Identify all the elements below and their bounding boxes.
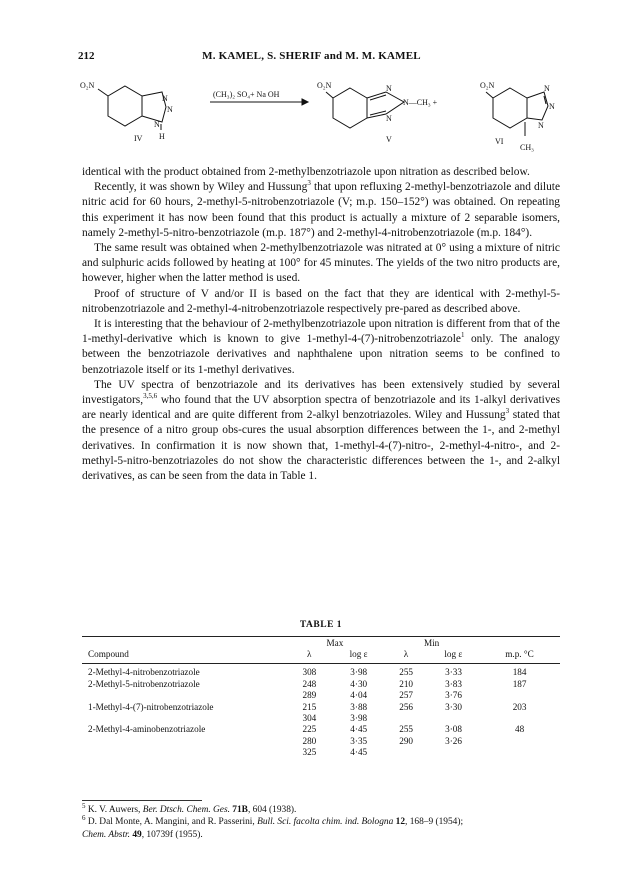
atom-n-v-2: N: [386, 114, 392, 123]
table-row: [82, 724, 560, 735]
footnote-6-cont: [82, 829, 560, 841]
table-cell: 3·26: [445, 735, 462, 746]
triazole-ring-vi: [527, 92, 548, 120]
reaction-scheme-drawing: [70, 70, 570, 162]
footnote-rule: [82, 800, 202, 801]
atom-n-v-1: N: [386, 84, 392, 93]
table-cell: 248: [302, 678, 317, 689]
footnote-text: , 10739f (1955).: [141, 829, 203, 840]
group-header-min: Min: [423, 637, 440, 648]
table-cell: [384, 747, 427, 758]
table-row: [82, 747, 560, 758]
table-cell: 225: [302, 724, 317, 735]
journal-name: Chem. Abstr.: [82, 829, 131, 840]
no2-label-vi: O₂N: [480, 81, 495, 90]
table-cell: 187: [512, 678, 527, 689]
journal-volume: 49: [130, 829, 142, 840]
table-cell: 3·76: [445, 690, 462, 701]
table-row: [82, 690, 560, 701]
table-cell: 184: [512, 667, 527, 678]
atom-h-iv: H: [159, 132, 165, 141]
reagent-label: (CH₃)₂ SO₄+ Na OH: [213, 90, 280, 99]
column-header: log ε: [444, 649, 463, 660]
table-cell: 290: [399, 735, 414, 746]
paragraph-5-text-b: only. The analogy between the benzotriazole derivatives and naphthalene upon nitration seems to be confined to benzotriazole itself or its 1-methyl derivatives.: [82, 333, 560, 376]
table-header-rule: [82, 663, 560, 664]
table-cell: 3·35: [350, 735, 368, 746]
paragraph-2-text-b: that upon refluxing 2-methyl-benzotriazole and dilute nitric acid for 60 hours, 2-methyl-5-nitrobenzotriazole (V; m.p. 150–152°) was obtained. On repeating this experiment it has now been found that this product is actually a mixture of 2 separable isomers, namely 2-methyl-5-nitro-benzotriazole (m.p. 187°) and 2-methyl-4-nitrobenzotriazole (m.p. 184°).: [82, 181, 560, 239]
journal-volume: 71B: [229, 805, 248, 815]
table-cell: 3·88: [350, 701, 368, 712]
table-cell: 256: [399, 701, 414, 712]
table-cell: 280: [302, 735, 317, 746]
table-cell: 1-Methyl-4-(7)-nitrobenzotriazole: [88, 701, 214, 712]
table-group-header-row: [82, 637, 560, 648]
footnote-text: , 604 (1938).: [247, 805, 297, 815]
paragraph-5: [82, 317, 560, 378]
table-cell: 2-Methyl-4-aminobenzotriazole: [88, 724, 206, 735]
atom-n-vi-2: N: [549, 102, 555, 111]
atom-n-iv-3: N: [154, 120, 160, 129]
footnote-text: , 168–9 (1954);: [405, 817, 464, 828]
table-cell: 325: [302, 747, 317, 758]
table-header-row: [82, 648, 560, 659]
column-header: m.p. °C: [505, 649, 534, 660]
methyl-group-vi: CH₃: [520, 143, 534, 152]
table-cell: 255: [399, 724, 414, 735]
table-cell: 3·98: [350, 667, 368, 678]
compound-label-iv: IV: [134, 134, 143, 143]
column-header: λ: [403, 649, 409, 660]
table-cell: 255: [399, 667, 414, 678]
article-body: [82, 165, 560, 484]
table-cell: 308: [302, 667, 317, 678]
data-table: [82, 636, 560, 758]
atom-n-iv-2: N: [167, 105, 173, 114]
footnotes: [82, 800, 560, 841]
citation-ref: 3,5,6: [143, 392, 158, 401]
footnote-mark: 5: [82, 801, 86, 810]
atom-n-vi-1: N: [544, 84, 550, 93]
table-cell: 203: [512, 701, 527, 712]
table-cell: 4·30: [350, 678, 368, 689]
table-cell: 48: [515, 724, 525, 735]
table-cell: [479, 712, 560, 723]
table-cell: 3·08: [445, 724, 462, 735]
table-cell: [479, 735, 560, 746]
table-row: [82, 712, 560, 723]
footnote-6: [82, 816, 560, 828]
column-header: log ε: [349, 649, 368, 660]
journal-name: Ber. Dtsch. Chem. Ges.: [142, 805, 230, 815]
table-cell: 3·30: [445, 701, 462, 712]
footnote-5: [82, 801, 560, 816]
table-cell: [479, 747, 560, 758]
table-cell: [82, 690, 286, 701]
column-header: λ: [306, 649, 312, 660]
table-cell: 4·45: [350, 747, 368, 758]
paragraph-6-text-a: The UV spectra of benzotriazole and its derivatives has been extensively studied by several investigators,: [82, 378, 560, 407]
paragraph-2: [82, 180, 560, 241]
benzene-ring-vi: [493, 88, 527, 128]
reaction-scheme: [70, 70, 570, 162]
table-cell: 257: [399, 690, 414, 701]
page-number: 212: [78, 50, 95, 62]
table-row: [82, 678, 560, 689]
footnote-mark: 6: [82, 814, 86, 823]
table-cell: 2-Methyl-5-nitrobenzotriazole: [88, 678, 200, 689]
table-cell: 3·98: [350, 713, 368, 724]
paragraph-6-text-c: stated that the presence of a nitro group obs-cures the usual absorption differences between the 1-, and 2-methyl derivatives. In confirmation it is now shown that, 1-methyl-4-(7)-nitro-, 2-methyl-4-nitro-, and 2-methyl-5-nitro-benzotriazoles do not show the characteristic differences between the 1-, and 2-alkyl derivatives, as can be seen from the data in Table 1.: [82, 409, 560, 483]
table-cell: [82, 735, 286, 746]
table-cell: 210: [399, 678, 414, 689]
table-cell: 3·33: [445, 667, 462, 678]
table-title: TABLE 1: [299, 620, 343, 630]
paragraph-2-text-a: Recently, it was shown by Wiley and Hussung: [94, 181, 308, 194]
citation-ref: 3: [505, 407, 510, 416]
paragraph-3: The same result was obtained when 2-methylbenzotriazole was nitrated at 0° using a mixture of nitric and sulphuric acids followed by heating at 100° for 45 minutes. The yields of the two nitro products are, however, higher when the latter method is used.: [82, 242, 560, 285]
table-cell: 2-Methyl-4-nitrobenzotriazole: [88, 667, 200, 678]
table-cell: [428, 712, 479, 723]
journal-volume: 12: [393, 817, 406, 828]
group-header-max: Max: [326, 637, 344, 648]
table-cell: [428, 747, 479, 758]
table-cell: 3·83: [445, 678, 462, 689]
no2-label-v: O₂N: [317, 81, 332, 90]
table-cell: 289: [302, 690, 317, 701]
paragraph-4: Proof of structure of V and/or II is based on the fact that they are identical with 2-methyl-5-nitrobenzotriazole and 2-methyl-4-nitrobenzotriazole respectively pre-pared as described above.: [82, 287, 560, 315]
atom-n-iv-1: N: [162, 94, 168, 103]
running-header: [74, 50, 549, 68]
journal-name: Bull. Sci. facolta chim. ind. Bologna: [257, 817, 394, 828]
table-row: [82, 735, 560, 746]
table-row: [82, 701, 560, 712]
paragraph-5-text-a: It is interesting that the behaviour of 2-methylbenzotriazole upon nitration is different from that of the 1-methyl-derivative which is known to give 1-methyl-4-(7)-nitrobenzotriazole: [82, 318, 560, 346]
no2-label-iv: O₂N: [80, 81, 95, 90]
paragraph-6-text-b: who found that the UV absorption spectra of benzotriazole and its 1-alkyl derivatives are nearly identical and are quite different from 2-alkyl benzotriazoles. Wiley and Hussung: [82, 394, 560, 422]
table-cell: 215: [302, 701, 317, 712]
table-row: [82, 667, 560, 678]
table-cell: 304: [302, 713, 317, 724]
table-cell: [82, 747, 286, 758]
table-cell: [384, 712, 427, 723]
benzene-ring-v: [333, 88, 367, 128]
citation-ref: 3: [307, 179, 311, 188]
table-cell: [82, 712, 286, 723]
methyl-group-v: N—CH₃ +: [403, 98, 438, 107]
footnote-text: D. Dal Monte, A. Mangini, and R. Passerini,: [85, 817, 258, 828]
compound-label-vi: VI: [495, 137, 504, 146]
atom-n-vi-3: N: [538, 121, 544, 130]
benzene-ring-iv: [108, 86, 142, 126]
table-cell: [479, 690, 560, 701]
paragraph-1: identical with the product obtained from 2-methylbenzotriazole upon nitration as described below.: [82, 166, 530, 178]
table-cell: 4·45: [350, 724, 368, 735]
paragraph-6: [82, 378, 560, 484]
table-cell: 4·04: [350, 690, 368, 701]
running-authors: M. KAMEL, S. SHERIF and M. M. KAMEL: [202, 50, 421, 62]
citation-ref: 1: [460, 331, 465, 340]
column-header: Compound: [88, 649, 129, 660]
footnote-text: K. V. Auwers,: [85, 805, 143, 815]
compound-label-v: V: [386, 135, 392, 144]
